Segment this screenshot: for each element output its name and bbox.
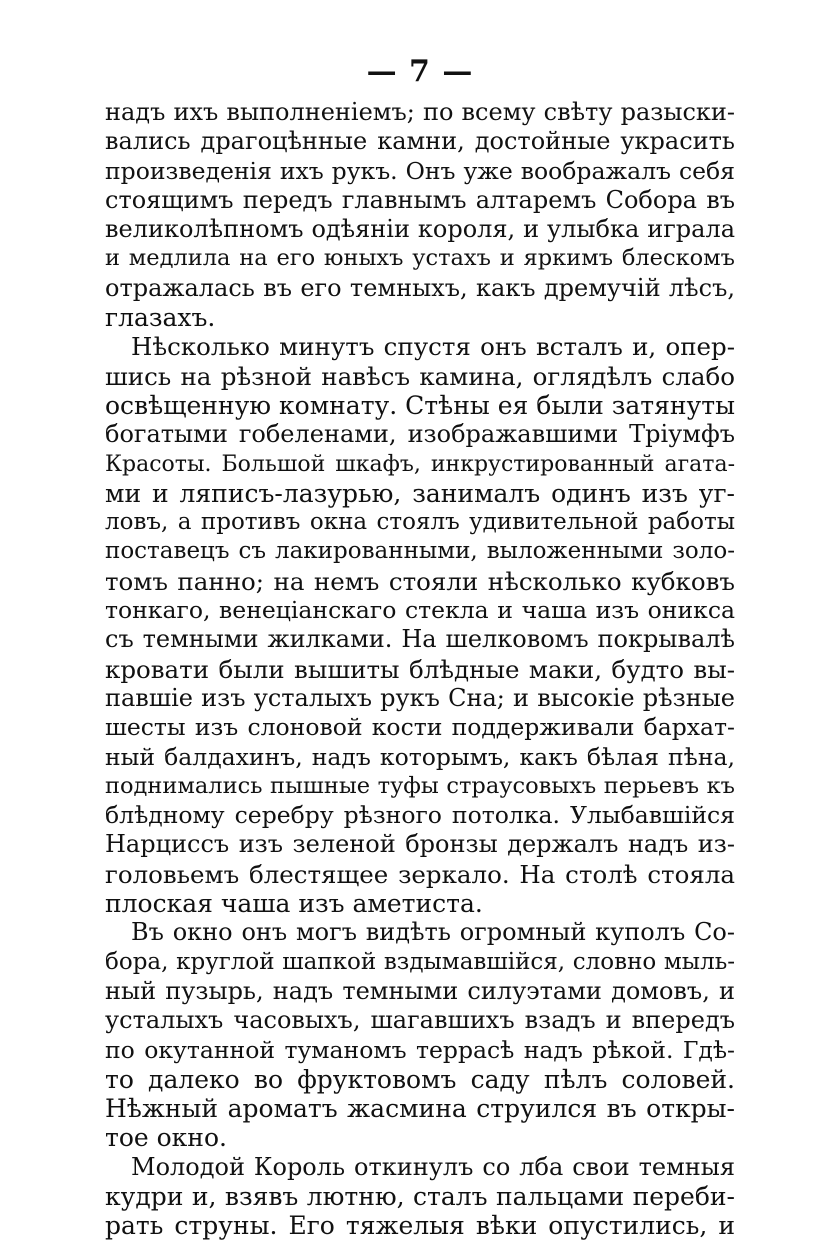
text-line: кровати были вышиты блѣдные маки, будто вы- <box>105 654 735 684</box>
text-line: тонкаго, венеціанскаго стекла и чаша изъ оникса <box>105 596 735 625</box>
text-line: ми и ляписъ-лазурью, занималъ одинъ изъ уг- <box>105 478 735 508</box>
text-line: глазахъ. <box>105 303 216 333</box>
text-line: Въ окно онъ могъ видѣть огромный куполъ Со- <box>131 918 735 947</box>
text-line: богатыми гобеленами, изображавшими Тріумфъ <box>105 420 735 449</box>
text-line: произведенія ихъ рукъ. Онъ уже воображалъ себя <box>105 156 735 185</box>
text-line: то далеко во фруктовомъ саду пѣлъ соловей. <box>105 1064 735 1094</box>
text-line: Молодой Король откинулъ со лба свои темныя <box>131 1152 735 1181</box>
body-text <box>105 98 735 1241</box>
text-line: ловъ, а противъ окна стоялъ удивительной работы <box>105 509 735 536</box>
text-line: Нарциссъ изъ зеленой бронзы держалъ надъ из- <box>105 830 735 859</box>
text-line: блѣдному серебру рѣзного потолка. Улыбавшійся <box>105 801 735 830</box>
text-line: ный балдахинъ, надъ которымъ, какъ бѣлая пѣна, <box>105 742 735 771</box>
text-line: освѣщенную комнату. Стѣны ея были затянуты <box>105 390 735 420</box>
text-line: павшіе изъ усталыхъ рукъ Сна; и высокіе рѣзные <box>105 683 735 712</box>
text-line: вались драгоцѣнные камни, достойные украсить <box>105 127 735 156</box>
text-line: шесты изъ слоновой кости поддерживали бархат- <box>105 713 735 742</box>
page-number: — 7 — <box>366 54 474 89</box>
text-line: тое окно. <box>105 1123 227 1153</box>
text-line: ный пузырь, надъ темными силуэтами домовъ, и <box>105 976 735 1005</box>
text-line: рать струны. Его тяжелыя вѣки опустились, и <box>105 1211 735 1241</box>
text-line: головьемъ блестящее зеркало. На столѣ стояла <box>105 859 735 889</box>
text-line: усталыхъ часовыхъ, шагавшихъ взадъ и впередъ <box>105 1006 735 1035</box>
text-line: великолѣпномъ одѣяніи короля, и улыбка играла <box>105 215 735 244</box>
text-line: стоящимъ передъ главнымъ алтаремъ Собора въ <box>105 185 735 214</box>
text-line: Красоты. Большой шкафъ, инкрустированный агата- <box>105 451 735 477</box>
text-line: поставецъ съ лакированными, выложенными золо- <box>105 538 735 565</box>
text-line: томъ панно; на немъ стояли нѣсколько кубковъ <box>105 566 735 596</box>
text-line: плоская чаша изъ аметиста. <box>105 889 483 919</box>
text-line: надъ ихъ выполненіемъ; по всему свѣту разыски- <box>105 98 735 126</box>
text-line: бора, круглой шапкой вздымавшійся, словно мыль- <box>105 948 735 975</box>
text-line: отражалась въ его темныхъ, какъ дремучій лѣсъ, <box>105 273 735 302</box>
text-line: кудри и, взявъ лютню, сталъ пальцами переби- <box>105 1181 735 1211</box>
text-line: Нѣжный ароматъ жасмина струился въ откры- <box>105 1094 735 1124</box>
text-line: Нѣсколько минутъ спустя онъ всталъ и, опер- <box>131 332 735 362</box>
text-line: шись на рѣзной навѣсъ камина, оглядѣлъ слабо <box>105 361 735 391</box>
text-line: по окутанной туманомъ террасѣ надъ рѣкой. Гдѣ- <box>105 1035 735 1064</box>
text-line: и медлила на его юныхъ устахъ и яркимъ блескомъ <box>105 245 735 272</box>
text-line: поднимались пышные туфы страусовыхъ перьевъ къ <box>105 772 735 799</box>
text-line: съ темными жилками. На шелковомъ покрывалѣ <box>105 625 735 654</box>
